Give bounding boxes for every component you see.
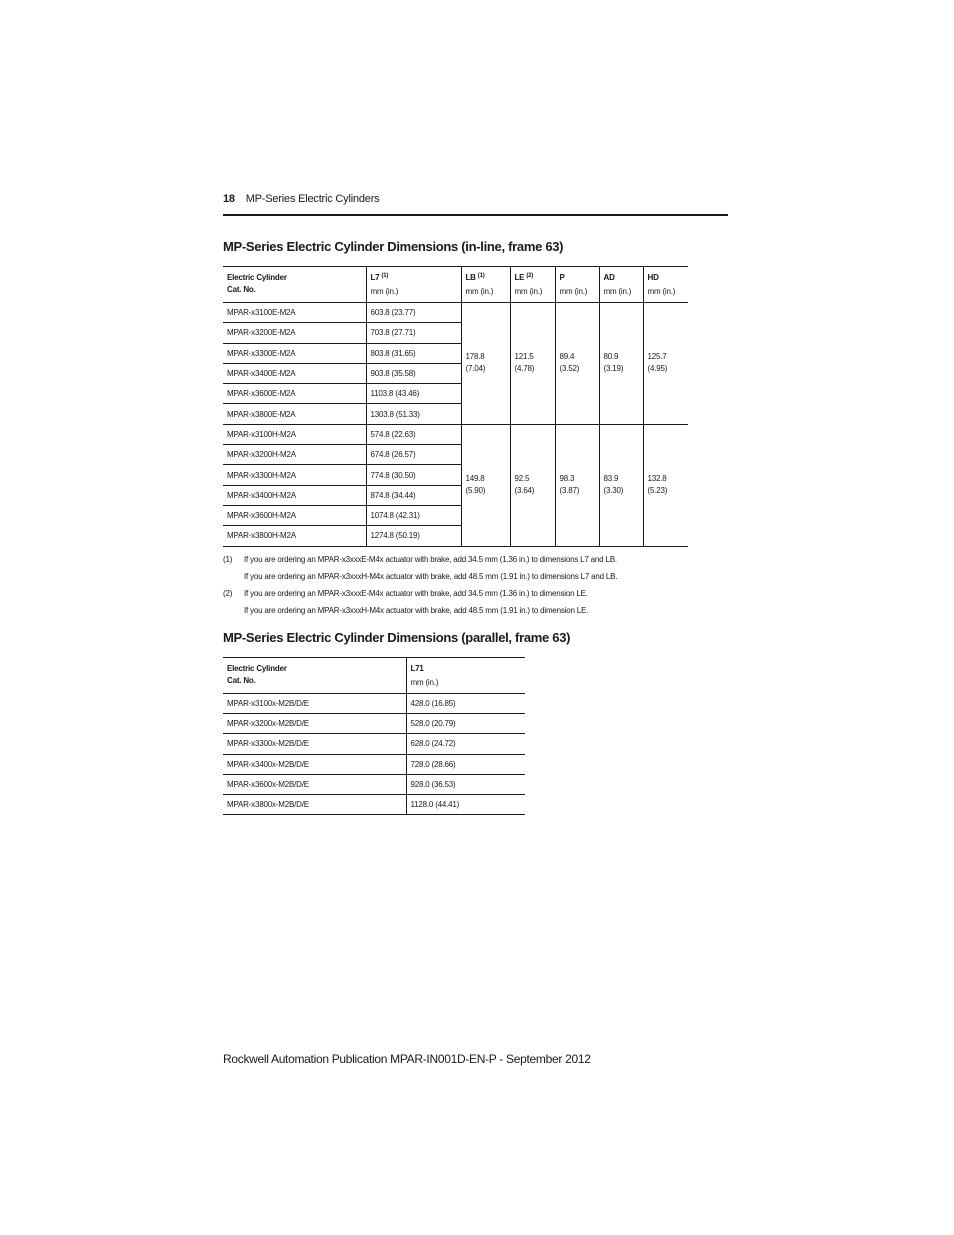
footnote-ref: (1): [381, 273, 389, 279]
cell-l71: 528.0 (20.79): [406, 714, 525, 734]
value-in: (7.04): [465, 364, 486, 374]
value-mm: 178.8: [465, 352, 485, 362]
table-row: [223, 794, 525, 814]
cell-hd: [643, 303, 688, 425]
cell-l7: 803.8 (31.65): [366, 343, 461, 363]
cell-ad: [599, 303, 643, 425]
value-in: (4.78): [514, 364, 535, 374]
footnote-mark: (1): [223, 555, 233, 564]
col-label: L7: [370, 273, 380, 282]
cell-l71: 628.0 (24.72): [406, 734, 525, 754]
section-title-inline: MP-Series Electric Cylinder Dimensions (in-line, frame 63): [223, 239, 564, 254]
value-mm: 132.8: [647, 474, 667, 484]
table-row: [223, 714, 525, 734]
cell-cat-no: MPAR-x3800x-M2B/D/E: [223, 794, 406, 814]
col-unit: mm (in.): [370, 287, 399, 296]
table-row: [223, 754, 525, 774]
footnote-mark: (2): [223, 589, 233, 598]
col-label: AD: [603, 273, 615, 282]
value-mm: 80.9: [603, 352, 619, 362]
value-in: (3.87): [559, 486, 580, 496]
cell-l7: 674.8 (26.57): [366, 445, 461, 465]
page-footer: Rockwell Automation Publication MPAR-IN001D-EN-P - September 2012: [223, 1052, 591, 1066]
running-title: MP-Series Electric Cylinders: [245, 193, 380, 205]
col-header-ad: [599, 267, 643, 303]
col-header-l71: [406, 658, 525, 694]
value-mm: 83.9: [603, 474, 619, 484]
value-mm: 89.4: [559, 352, 575, 362]
cell-l7: 1103.8 (43.46): [366, 384, 461, 404]
footnote: [223, 568, 617, 585]
cell-cat-no: MPAR-x3200x-M2B/D/E: [223, 714, 406, 734]
col-label: Cat. No.: [227, 285, 256, 294]
cell-cat-no: MPAR-x3300H-M2A: [223, 465, 366, 485]
footnote: [223, 602, 617, 619]
cell-cat-no: MPAR-x3100x-M2B/D/E: [223, 694, 406, 714]
cell-l7: 774.8 (30.50): [366, 465, 461, 485]
cell-l71: 728.0 (28.66): [406, 754, 525, 774]
value-in: (3.19): [603, 364, 624, 374]
footnote: [223, 551, 617, 568]
cell-cat-no: MPAR-x3300x-M2B/D/E: [223, 734, 406, 754]
section-title-parallel: MP-Series Electric Cylinder Dimensions (parallel, frame 63): [223, 630, 571, 645]
col-unit: mm (in.): [410, 678, 439, 687]
cell-l7: 1303.8 (51.33): [366, 404, 461, 424]
cell-cat-no: MPAR-x3100H-M2A: [223, 424, 366, 444]
value-in: (3.64): [514, 486, 535, 496]
footnote-mark: [223, 602, 244, 619]
col-header-hd: [643, 267, 688, 303]
table-row: [223, 734, 525, 754]
cell-cat-no: MPAR-x3600H-M2A: [223, 505, 366, 525]
col-unit: mm (in.): [559, 287, 588, 296]
col-label: Electric Cylinder: [227, 664, 287, 673]
col-label: LE: [514, 273, 525, 282]
cell-p: [555, 424, 599, 546]
value-mm: 98.3: [559, 474, 575, 484]
footnote-text: If you are ordering an MPAR-x3xxxE-M4x actuator with brake, add 34.5 mm (1.36 in.) to dimension LE.: [244, 589, 588, 598]
cell-l71: 1128.0 (44.41): [406, 794, 525, 814]
col-label: L71: [410, 664, 424, 673]
table-row: [223, 774, 525, 794]
col-header-p: [555, 267, 599, 303]
table-row: [223, 424, 688, 444]
col-label: P: [559, 273, 565, 282]
footnote-text: If you are ordering an MPAR-x3xxxE-M4x actuator with brake, add 34.5 mm (1.36 in.) to dimensions L7 and LB.: [244, 555, 617, 564]
cell-le: [510, 424, 555, 546]
cell-ad: [599, 424, 643, 546]
footnote-ref: (2): [526, 273, 534, 279]
cell-cat-no: MPAR-x3400H-M2A: [223, 485, 366, 505]
cell-cat-no: MPAR-x3800H-M2A: [223, 526, 366, 546]
cell-cat-no: MPAR-x3800E-M2A: [223, 404, 366, 424]
value-in: (5.23): [647, 486, 668, 496]
value-mm: 149.8: [465, 474, 485, 484]
footnote-text: If you are ordering an MPAR-x3xxxH-M4x actuator with brake, add 48.5 mm (1.91 in.) to dimensions L7 and LB.: [244, 572, 618, 581]
footnote-ref: (1): [477, 273, 485, 279]
cell-l7: 703.8 (27.71): [366, 323, 461, 343]
cell-lb: [461, 424, 510, 546]
page-number: 18: [223, 193, 235, 205]
col-header-cat-no: [223, 267, 366, 303]
value-mm: 125.7: [647, 352, 667, 362]
value-in: (5.90): [465, 486, 486, 496]
cell-l7: 903.8 (35.58): [366, 363, 461, 383]
footnote-text: If you are ordering an MPAR-x3xxxH-M4x actuator with brake, add 48.5 mm (1.91 in.) to dimension LE.: [244, 606, 589, 615]
cell-l7: 1274.8 (50.19): [366, 526, 461, 546]
cell-l7: 874.8 (34.44): [366, 485, 461, 505]
page-header: [223, 193, 379, 205]
col-unit: mm (in.): [603, 287, 632, 296]
header-rule: [223, 214, 728, 216]
cell-cat-no: MPAR-x3600x-M2B/D/E: [223, 774, 406, 794]
footnote-mark: [223, 568, 244, 585]
cell-cat-no: MPAR-x3400x-M2B/D/E: [223, 754, 406, 774]
table-footnotes: [223, 551, 617, 619]
cell-l71: 928.0 (36.53): [406, 774, 525, 794]
col-unit: mm (in.): [465, 287, 494, 296]
cell-cat-no: MPAR-x3600E-M2A: [223, 384, 366, 404]
value-in: (4.95): [647, 364, 668, 374]
col-label: Electric Cylinder: [227, 273, 287, 282]
col-label: Cat. No.: [227, 676, 256, 685]
cell-le: [510, 303, 555, 425]
col-label: HD: [647, 273, 659, 282]
table-header-row: [223, 658, 525, 694]
col-unit: mm (in.): [647, 287, 676, 296]
cell-cat-no: MPAR-x3200E-M2A: [223, 323, 366, 343]
table-row: [223, 694, 525, 714]
value-in: (3.30): [603, 486, 624, 496]
cell-lb: [461, 303, 510, 425]
value-mm: 92.5: [514, 474, 530, 484]
cell-cat-no: MPAR-x3100E-M2A: [223, 303, 366, 323]
col-header-lb: [461, 267, 510, 303]
dimensions-table-inline: [223, 266, 688, 547]
table-row: [223, 303, 688, 323]
table-header-row: [223, 267, 688, 303]
col-header-l7: [366, 267, 461, 303]
cell-cat-no: MPAR-x3400E-M2A: [223, 363, 366, 383]
col-label: LB: [465, 273, 476, 282]
value-in: (3.52): [559, 364, 580, 374]
col-unit: mm (in.): [514, 287, 543, 296]
cell-l71: 428.0 (16.85): [406, 694, 525, 714]
cell-l7: 574.8 (22.63): [366, 424, 461, 444]
dimensions-table-parallel: [223, 657, 525, 815]
col-header-cat-no: [223, 658, 406, 694]
footnote: [223, 585, 617, 602]
value-mm: 121.5: [514, 352, 534, 362]
cell-cat-no: MPAR-x3200H-M2A: [223, 445, 366, 465]
cell-cat-no: MPAR-x3300E-M2A: [223, 343, 366, 363]
cell-p: [555, 303, 599, 425]
cell-hd: [643, 424, 688, 546]
cell-l7: 1074.8 (42.31): [366, 505, 461, 525]
col-header-le: [510, 267, 555, 303]
cell-l7: 603.8 (23.77): [366, 303, 461, 323]
